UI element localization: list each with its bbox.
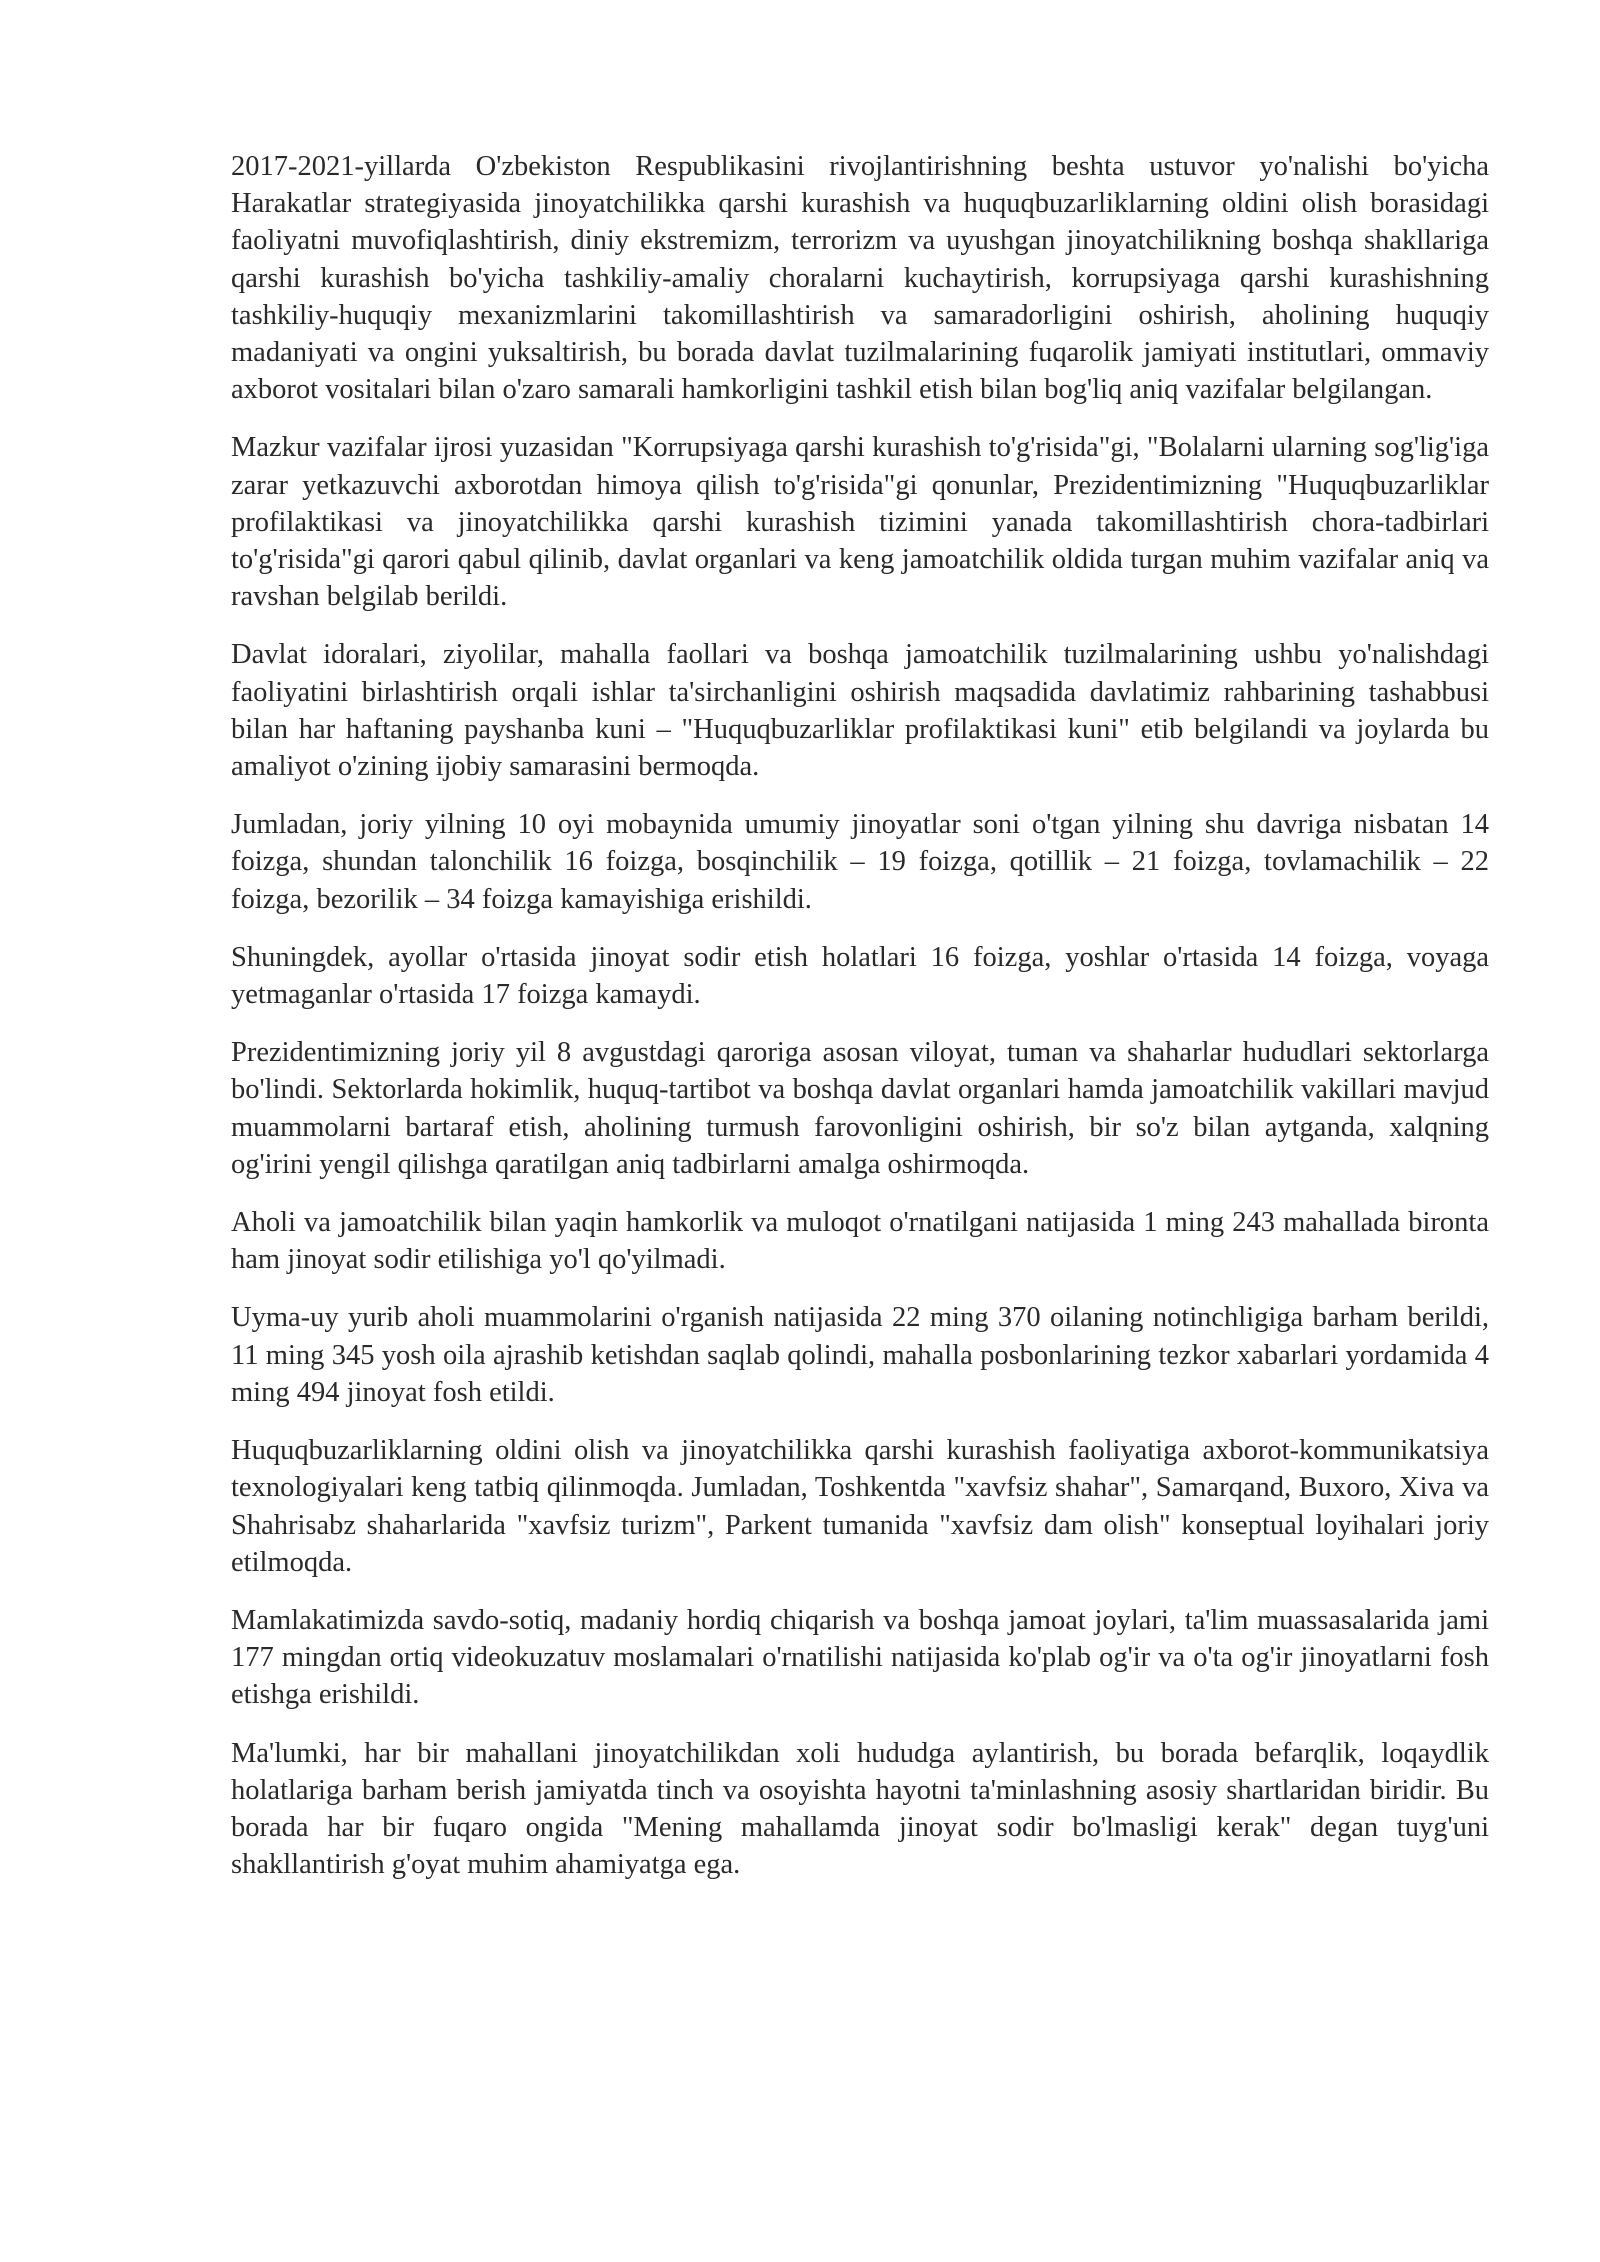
paragraph-5: Shuningdek, ayollar o'rtasida jinoyat sodir etish holatlari 16 foizga, yoshlar o'rtasida 14 foizga, voyaga yetmaganlar o'rtasida 17 foizga kamaydi.: [231, 941, 1489, 1011]
paragraph-8: Uyma-uy yurib aholi muammolarini o'rganish natijasida 22 ming 370 oilaning notinchligiga barham berildi, 11 ming 345 yosh oila ajrashib ketishdan saqlab qolindi, mahalla posbonlarining tezkor xabarlari yordamida 4 ming 494 jinoyat fosh etildi.: [231, 1302, 1489, 1408]
paragraph-4: Jumladan, joriy yilning 10 oyi mobaynida umumiy jinoyatlar soni o'tgan yilning shu davriga nisbatan 14 foizga, shundan talonchilik 16 foizga, bosqinchilik – 19 foizga, qotillik – 21 foizga, tovlamachilik – 22 foizga, bezorilik – 34 foizga kamayishiga erishildi.: [231, 809, 1489, 915]
paragraph-1: 2017-2021-yillarda O'zbekiston Respublikasini rivojlantirishning beshta ustuvor yo'nalishi bo'yicha Harakatlar strategiyasida jinoyatchilikka qarshi kurashish va huquqbuzarliklarning oldini olish borasidagi faoliyatni muvofiqlashtirish, diniy ekstremizm, terrorizm va uyushgan jinoyatchilikning boshqa shakllariga qarshi kurashish bo'yicha tashkiliy-amaliy choralarni kuchaytirish, korrupsiyaga qarshi kurashishning tashkiliy-huquqiy mexanizmlarini takomillashtirish va samaradorligini oshirish, aholining huquqiy madaniyati va ongini yuksaltirish, bu borada davlat tuzilmalarining fuqarolik jamiyati institutlari, ommaviy axborot vositalari bilan o'zaro samarali hamkorligini tashkil etish bilan bog'liq aniq vazifalar belgilangan.: [231, 151, 1489, 406]
paragraph-6: Prezidentimizning joriy yil 8 avgustdagi qaroriga asosan viloyat, tuman va shaharlar hududlari sektorlarga bo'lindi. Sektorlarda hokimlik, huquq-tartibot va boshqa davlat organlari hamda jamoatchilik vakillari mavjud muammolarni bartaraf etish, aholining turmush farovonligini oshirish, bir so'z bilan aytganda, xalqning og'irini yengil qilishga qaratilgan aniq tadbirlarni amalga oshirmoqda.: [231, 1037, 1489, 1180]
paragraph-2: Mazkur vazifalar ijrosi yuzasidan "Korrupsiyaga qarshi kurashish to'g'risida"gi, "Bolalarni ularning sog'lig'iga zarar yetkazuvchi axborotdan himoya qilish to'g'risida"gi qonunlar, Prezidentimizning "Huquqbuzarliklar profilaktikasi va jinoyatchilikka qarshi kurashish tizimini yanada takomillashtirish chora-tadbirlari to'g'risida"gi qarori qabul qilinib, davlat organlari va keng jamoatchilik oldida turgan muhim vazifalar aniq va ravshan belgilab berildi.: [231, 432, 1489, 613]
paragraph-7: Aholi va jamoatchilik bilan yaqin hamkorlik va muloqot o'rnatilgani natijasida 1 ming 243 mahallada bironta ham jinoyat sodir etilishiga yo'l qo'yilmadi.: [231, 1207, 1489, 1276]
paragraph-11: Ma'lumki, har bir mahallani jinoyatchilikdan xoli hududga aylantirish, bu borada befarqlik, loqaydlik holatlariga barham berish jamiyatda tinch va osoyishta hayotni ta'minlashning asosiy shartlaridan biridir. Bu borada har bir fuqaro ongida "Mening mahallamda jinoyat sodir bo'lmasligi kerak" degan tuyg'uni shakllantirish g'oyat muhim ahamiyatga ega.: [231, 1737, 1489, 1881]
document-body: [231, 148, 1489, 1904]
paragraph-10: Mamlakatimizda savdo-sotiq, madaniy hordiq chiqarish va boshqa jamoat joylari, ta'lim muassasalarida jami 177 mingdan ortiq videokuzatuv moslamalari o'rnatilishi natijasida ko'plab og'ir va o'ta og'ir jinoyatlarni fosh etishga erishildi.: [231, 1604, 1489, 1711]
paragraph-3: Davlat idoralari, ziyolilar, mahalla faollari va boshqa jamoatchilik tuzilmalarining ushbu yo'nalishdagi faoliyatini birlashtirish orqali ishlar ta'sirchanligini oshirish maqsadida davlatimiz rahbarining tashabbusi bilan har haftaning payshanba kuni – "Huquqbuzarliklar profilaktikasi kuni" etib belgilandi va joylarda bu amaliyot o'zining ijobiy samarasini bermoqda.: [231, 639, 1489, 783]
paragraph-9: Huquqbuzarliklarning oldini olish va jinoyatchilikka qarshi kurashish faoliyatiga axborot-kommunikatsiya texnologiyalari keng tatbiq qilinmoqda. Jumladan, Toshkentda "xavfsiz shahar", Samarqand, Buxoro, Xiva va Shahrisabz shaharlarida "xavfsiz turizm", Parkent tumanida "xavfsiz dam olish" konseptual loyihalari joriy etilmoqda.: [231, 1435, 1489, 1578]
